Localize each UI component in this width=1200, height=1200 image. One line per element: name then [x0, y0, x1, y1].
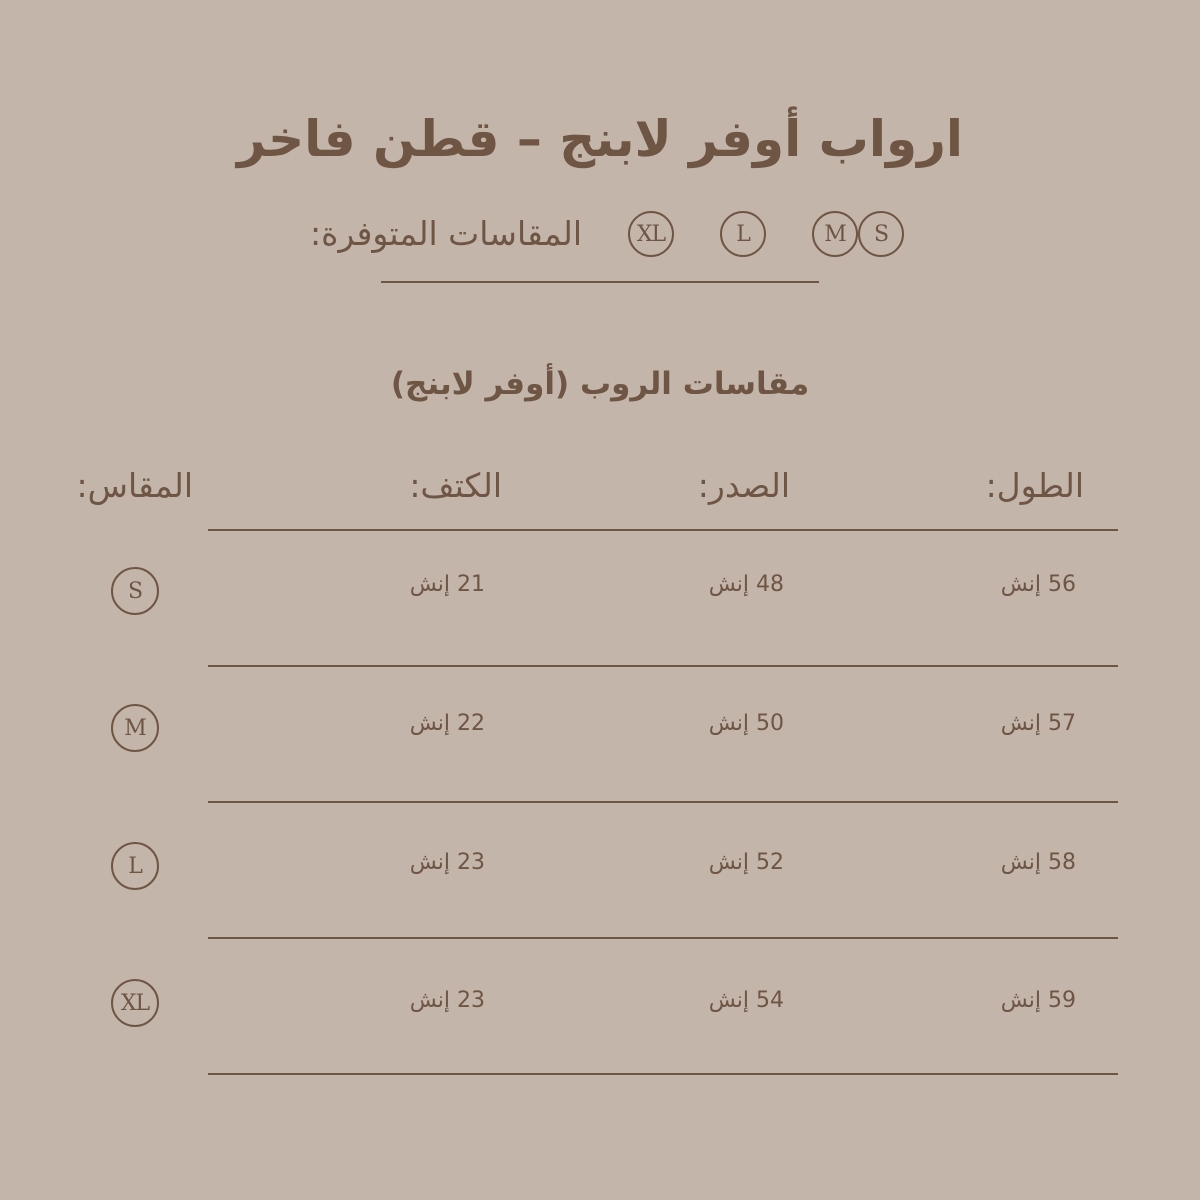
row-size-badge-s: S: [111, 567, 159, 615]
column-header-size: المقاس:: [76, 466, 193, 505]
cell-shoulder-s: 21 إنش: [409, 572, 485, 597]
cell-chest-m: 50 إنش: [708, 711, 784, 736]
table-divider: [208, 1073, 1118, 1075]
cell-shoulder-l: 23 إنش: [409, 850, 485, 875]
table-divider: [208, 529, 1118, 531]
cell-chest-s: 48 إنش: [708, 572, 784, 597]
row-size-badge-m: M: [111, 704, 159, 752]
size-badge-s: S: [858, 211, 904, 257]
column-header-length: الطول:: [985, 466, 1084, 505]
table-divider: [208, 665, 1118, 667]
size-badge-m: M: [812, 211, 858, 257]
cell-length-s: 56 إنش: [1000, 572, 1076, 597]
size-badge-xl: XL: [628, 211, 674, 257]
cell-shoulder-m: 22 إنش: [409, 711, 485, 736]
cell-length-m: 57 إنش: [1000, 711, 1076, 736]
available-sizes: [284, 206, 904, 262]
available-sizes-label: المقاسات المتوفرة:: [309, 214, 582, 253]
row-size-badge-l: L: [111, 842, 159, 890]
page-title: ارواب أوفر لابنج – قطن فاخر: [236, 110, 964, 168]
column-header-shoulder: الكتف:: [409, 466, 502, 505]
cell-shoulder-xl: 23 إنش: [409, 988, 485, 1013]
cell-chest-l: 52 إنش: [708, 850, 784, 875]
cell-length-l: 58 إنش: [1000, 850, 1076, 875]
title-divider: [381, 281, 819, 283]
size-table-title: مقاسات الروب (أوفر لابنج): [390, 366, 810, 402]
table-divider: [208, 937, 1118, 939]
column-header-chest: الصدر:: [697, 466, 790, 505]
cell-length-xl: 59 إنش: [1000, 988, 1076, 1013]
cell-chest-xl: 54 إنش: [708, 988, 784, 1013]
table-divider: [208, 801, 1118, 803]
row-size-badge-xl: XL: [111, 979, 159, 1027]
size-badge-l: L: [720, 211, 766, 257]
